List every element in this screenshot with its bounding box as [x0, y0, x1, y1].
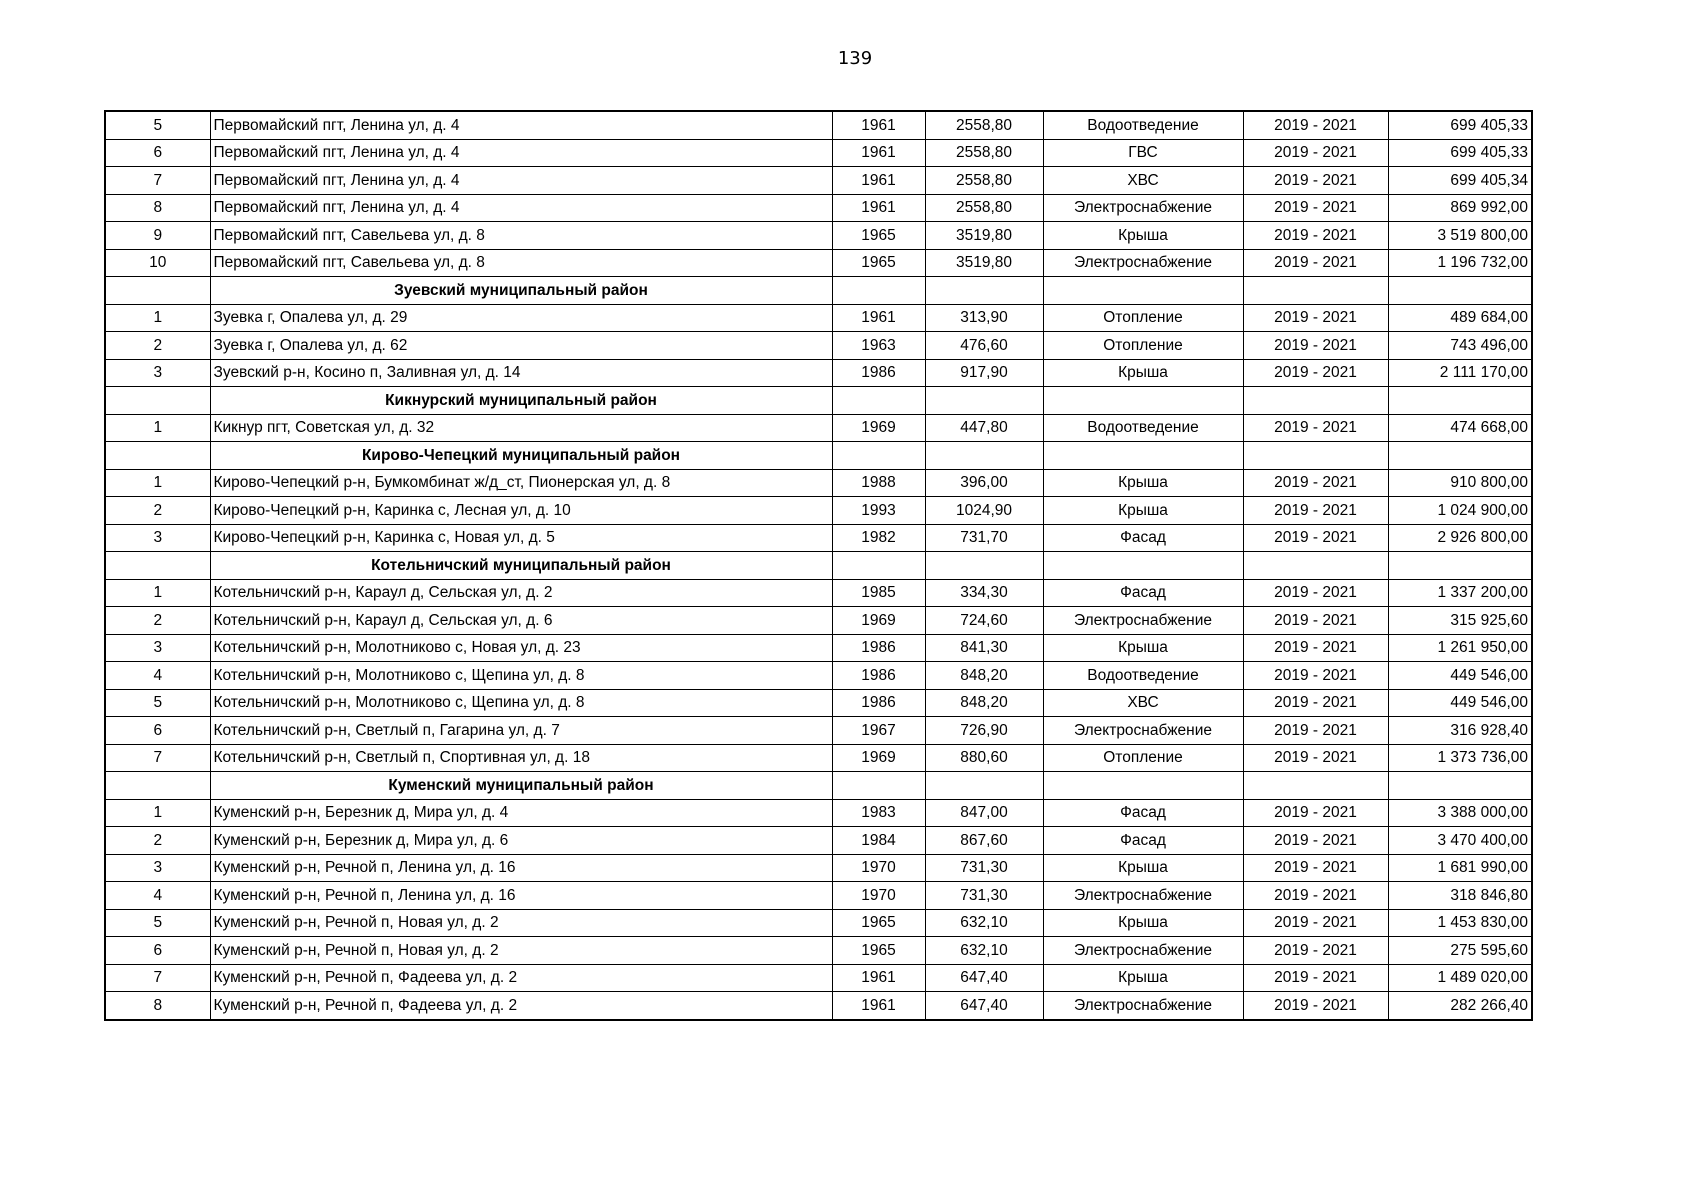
address-cell: Первомайский пгт, Савельева ул, д. 8 [210, 222, 832, 250]
address-cell: Кирово-Чепецкий р-н, Каринка с, Лесная ул, д. 10 [210, 497, 832, 525]
section-title: Зуевский муниципальный район [210, 277, 832, 305]
area-cell: 313,90 [925, 304, 1043, 332]
work-type-cell: ХВС [1043, 167, 1243, 195]
section-empty-cell [832, 772, 925, 800]
section-number-cell [105, 277, 210, 305]
cost-cell: 3 470 400,00 [1388, 827, 1532, 855]
row-number: 3 [105, 359, 210, 387]
address-cell: Котельничский р-н, Молотниково с, Новая ул, д. 23 [210, 634, 832, 662]
table-row [105, 964, 1532, 992]
row-number: 1 [105, 304, 210, 332]
period-cell: 2019 - 2021 [1243, 662, 1388, 690]
area-cell: 632,10 [925, 909, 1043, 937]
period-cell: 2019 - 2021 [1243, 332, 1388, 360]
work-type-cell: Отопление [1043, 744, 1243, 772]
year-built-cell: 1970 [832, 882, 925, 910]
cost-cell: 1 453 830,00 [1388, 909, 1532, 937]
year-built-cell: 1961 [832, 992, 925, 1020]
section-empty-cell [832, 442, 925, 470]
table-row [105, 909, 1532, 937]
section-empty-cell [925, 277, 1043, 305]
address-cell: Первомайский пгт, Ленина ул, д. 4 [210, 194, 832, 222]
section-number-cell [105, 772, 210, 800]
work-type-cell: Крыша [1043, 909, 1243, 937]
area-cell: 880,60 [925, 744, 1043, 772]
period-cell: 2019 - 2021 [1243, 937, 1388, 965]
section-title: Кикнурский муниципальный район [210, 387, 832, 415]
section-header-row [105, 277, 1532, 305]
table-row [105, 359, 1532, 387]
address-cell: Кикнур пгт, Советская ул, д. 32 [210, 414, 832, 442]
cost-cell: 449 546,00 [1388, 662, 1532, 690]
row-number: 8 [105, 992, 210, 1020]
section-empty-cell [1043, 387, 1243, 415]
period-cell: 2019 - 2021 [1243, 964, 1388, 992]
work-type-cell: Фасад [1043, 799, 1243, 827]
section-header-row [105, 552, 1532, 580]
address-cell: Первомайский пгт, Савельева ул, д. 8 [210, 249, 832, 277]
section-empty-cell [1243, 772, 1388, 800]
cost-cell: 1 337 200,00 [1388, 579, 1532, 607]
row-number: 7 [105, 167, 210, 195]
address-cell: Котельничский р-н, Молотниково с, Щепина ул, д. 8 [210, 662, 832, 690]
area-cell: 1024,90 [925, 497, 1043, 525]
period-cell: 2019 - 2021 [1243, 744, 1388, 772]
cost-cell: 699 405,33 [1388, 111, 1532, 139]
work-type-cell: Водоотведение [1043, 111, 1243, 139]
period-cell: 2019 - 2021 [1243, 111, 1388, 139]
cost-cell: 699 405,34 [1388, 167, 1532, 195]
section-empty-cell [1243, 277, 1388, 305]
cost-cell: 474 668,00 [1388, 414, 1532, 442]
work-type-cell: Электроснабжение [1043, 937, 1243, 965]
area-cell: 2558,80 [925, 111, 1043, 139]
section-empty-cell [925, 387, 1043, 415]
row-number: 2 [105, 607, 210, 635]
table-row [105, 882, 1532, 910]
period-cell: 2019 - 2021 [1243, 909, 1388, 937]
section-header-row [105, 387, 1532, 415]
row-number: 6 [105, 717, 210, 745]
section-empty-cell [1043, 552, 1243, 580]
table-row [105, 222, 1532, 250]
period-cell: 2019 - 2021 [1243, 497, 1388, 525]
table-row [105, 304, 1532, 332]
period-cell: 2019 - 2021 [1243, 854, 1388, 882]
work-type-cell: Отопление [1043, 304, 1243, 332]
year-built-cell: 1965 [832, 909, 925, 937]
address-cell: Зуевка г, Опалева ул, д. 29 [210, 304, 832, 332]
period-cell: 2019 - 2021 [1243, 304, 1388, 332]
period-cell: 2019 - 2021 [1243, 524, 1388, 552]
area-cell: 2558,80 [925, 139, 1043, 167]
work-type-cell: Электроснабжение [1043, 249, 1243, 277]
table-row [105, 799, 1532, 827]
year-built-cell: 1961 [832, 194, 925, 222]
table-row [105, 937, 1532, 965]
table-row [105, 194, 1532, 222]
area-cell: 632,10 [925, 937, 1043, 965]
table-row [105, 607, 1532, 635]
table-row [105, 689, 1532, 717]
row-number: 2 [105, 827, 210, 855]
row-number: 6 [105, 937, 210, 965]
cost-cell: 1 196 732,00 [1388, 249, 1532, 277]
year-built-cell: 1961 [832, 304, 925, 332]
row-number: 1 [105, 414, 210, 442]
row-number: 6 [105, 139, 210, 167]
year-built-cell: 1986 [832, 634, 925, 662]
section-header-row [105, 772, 1532, 800]
cost-cell: 489 684,00 [1388, 304, 1532, 332]
area-cell: 726,90 [925, 717, 1043, 745]
area-cell: 848,20 [925, 689, 1043, 717]
work-type-cell: Крыша [1043, 222, 1243, 250]
section-number-cell [105, 442, 210, 470]
area-cell: 476,60 [925, 332, 1043, 360]
year-built-cell: 1982 [832, 524, 925, 552]
row-number: 2 [105, 332, 210, 360]
section-empty-cell [832, 552, 925, 580]
period-cell: 2019 - 2021 [1243, 827, 1388, 855]
section-empty-cell [925, 442, 1043, 470]
year-built-cell: 1961 [832, 167, 925, 195]
address-cell: Куменский р-н, Березник д, Мира ул, д. 4 [210, 799, 832, 827]
work-type-cell: Крыша [1043, 854, 1243, 882]
cost-cell: 1 489 020,00 [1388, 964, 1532, 992]
work-type-cell: Крыша [1043, 964, 1243, 992]
area-cell: 334,30 [925, 579, 1043, 607]
work-type-cell: Электроснабжение [1043, 194, 1243, 222]
address-cell: Куменский р-н, Речной п, Новая ул, д. 2 [210, 937, 832, 965]
year-built-cell: 1985 [832, 579, 925, 607]
period-cell: 2019 - 2021 [1243, 359, 1388, 387]
row-number: 4 [105, 882, 210, 910]
cost-cell: 2 926 800,00 [1388, 524, 1532, 552]
period-cell: 2019 - 2021 [1243, 222, 1388, 250]
address-cell: Куменский р-н, Речной п, Фадеева ул, д. 2 [210, 992, 832, 1020]
cost-cell: 2 111 170,00 [1388, 359, 1532, 387]
work-type-cell: Фасад [1043, 827, 1243, 855]
section-number-cell [105, 387, 210, 415]
work-type-cell: Электроснабжение [1043, 717, 1243, 745]
area-cell: 447,80 [925, 414, 1043, 442]
work-type-cell: Фасад [1043, 579, 1243, 607]
cost-cell: 275 595,60 [1388, 937, 1532, 965]
work-type-cell: Водоотведение [1043, 414, 1243, 442]
period-cell: 2019 - 2021 [1243, 414, 1388, 442]
row-number: 5 [105, 111, 210, 139]
work-type-cell: Электроснабжение [1043, 607, 1243, 635]
address-cell: Куменский р-н, Речной п, Ленина ул, д. 16 [210, 882, 832, 910]
address-cell: Куменский р-н, Речной п, Ленина ул, д. 16 [210, 854, 832, 882]
year-built-cell: 1965 [832, 222, 925, 250]
section-empty-cell [1043, 277, 1243, 305]
year-built-cell: 1961 [832, 111, 925, 139]
address-cell: Котельничский р-н, Светлый п, Гагарина ул, д. 7 [210, 717, 832, 745]
section-empty-cell [1388, 387, 1532, 415]
cost-cell: 743 496,00 [1388, 332, 1532, 360]
table-row [105, 414, 1532, 442]
work-type-cell: Фасад [1043, 524, 1243, 552]
row-number: 5 [105, 689, 210, 717]
work-type-cell: Крыша [1043, 469, 1243, 497]
cost-cell: 1 024 900,00 [1388, 497, 1532, 525]
year-built-cell: 1984 [832, 827, 925, 855]
area-cell: 841,30 [925, 634, 1043, 662]
work-type-cell: Крыша [1043, 497, 1243, 525]
section-empty-cell [1243, 552, 1388, 580]
table-row [105, 992, 1532, 1020]
year-built-cell: 1986 [832, 662, 925, 690]
cost-cell: 315 925,60 [1388, 607, 1532, 635]
address-cell: Первомайский пгт, Ленина ул, д. 4 [210, 139, 832, 167]
table-row [105, 524, 1532, 552]
cost-cell: 316 928,40 [1388, 717, 1532, 745]
area-cell: 396,00 [925, 469, 1043, 497]
section-empty-cell [1388, 442, 1532, 470]
address-cell: Куменский р-н, Березник д, Мира ул, д. 6 [210, 827, 832, 855]
work-type-cell: Электроснабжение [1043, 882, 1243, 910]
area-cell: 731,30 [925, 854, 1043, 882]
period-cell: 2019 - 2021 [1243, 139, 1388, 167]
year-built-cell: 1969 [832, 607, 925, 635]
address-cell: Котельничский р-н, Молотниково с, Щепина ул, д. 8 [210, 689, 832, 717]
section-empty-cell [1388, 277, 1532, 305]
cost-cell: 910 800,00 [1388, 469, 1532, 497]
row-number: 8 [105, 194, 210, 222]
period-cell: 2019 - 2021 [1243, 579, 1388, 607]
year-built-cell: 1988 [832, 469, 925, 497]
period-cell: 2019 - 2021 [1243, 689, 1388, 717]
cost-cell: 869 992,00 [1388, 194, 1532, 222]
year-built-cell: 1970 [832, 854, 925, 882]
table-row [105, 717, 1532, 745]
table-row [105, 634, 1532, 662]
section-empty-cell [1388, 552, 1532, 580]
work-type-cell: ХВС [1043, 689, 1243, 717]
table-row [105, 469, 1532, 497]
work-type-cell: Крыша [1043, 634, 1243, 662]
year-built-cell: 1961 [832, 964, 925, 992]
table-row [105, 111, 1532, 139]
year-built-cell: 1965 [832, 249, 925, 277]
table-row [105, 497, 1532, 525]
period-cell: 2019 - 2021 [1243, 634, 1388, 662]
section-title: Кирово-Чепецкий муниципальный район [210, 442, 832, 470]
table-row [105, 662, 1532, 690]
area-cell: 867,60 [925, 827, 1043, 855]
period-cell: 2019 - 2021 [1243, 607, 1388, 635]
section-empty-cell [925, 772, 1043, 800]
year-built-cell: 1986 [832, 689, 925, 717]
cost-cell: 282 266,40 [1388, 992, 1532, 1020]
area-cell: 647,40 [925, 964, 1043, 992]
address-cell: Зуевка г, Опалева ул, д. 62 [210, 332, 832, 360]
year-built-cell: 1983 [832, 799, 925, 827]
section-title: Куменский муниципальный район [210, 772, 832, 800]
address-cell: Зуевский р-н, Косино п, Заливная ул, д. 14 [210, 359, 832, 387]
area-cell: 917,90 [925, 359, 1043, 387]
register-body [105, 111, 1532, 1020]
row-number: 5 [105, 909, 210, 937]
repair-register-table [104, 110, 1533, 1021]
row-number: 7 [105, 744, 210, 772]
period-cell: 2019 - 2021 [1243, 882, 1388, 910]
year-built-cell: 1993 [832, 497, 925, 525]
section-empty-cell [1043, 442, 1243, 470]
period-cell: 2019 - 2021 [1243, 717, 1388, 745]
year-built-cell: 1963 [832, 332, 925, 360]
address-cell: Котельничский р-н, Светлый п, Спортивная ул, д. 18 [210, 744, 832, 772]
row-number: 1 [105, 469, 210, 497]
work-type-cell: Крыша [1043, 359, 1243, 387]
area-cell: 724,60 [925, 607, 1043, 635]
row-number: 3 [105, 524, 210, 552]
table-row [105, 167, 1532, 195]
section-empty-cell [925, 552, 1043, 580]
address-cell: Котельничский р-н, Караул д, Сельская ул, д. 2 [210, 579, 832, 607]
area-cell: 2558,80 [925, 194, 1043, 222]
area-cell: 2558,80 [925, 167, 1043, 195]
table-row [105, 854, 1532, 882]
cost-cell: 3 519 800,00 [1388, 222, 1532, 250]
cost-cell: 1 681 990,00 [1388, 854, 1532, 882]
cost-cell: 1 261 950,00 [1388, 634, 1532, 662]
year-built-cell: 1969 [832, 414, 925, 442]
cost-cell: 318 846,80 [1388, 882, 1532, 910]
row-number: 3 [105, 854, 210, 882]
work-type-cell: ГВС [1043, 139, 1243, 167]
row-number: 2 [105, 497, 210, 525]
table-row [105, 827, 1532, 855]
work-type-cell: Электроснабжение [1043, 992, 1243, 1020]
section-empty-cell [832, 277, 925, 305]
section-empty-cell [1043, 772, 1243, 800]
year-built-cell: 1967 [832, 717, 925, 745]
work-type-cell: Отопление [1043, 332, 1243, 360]
address-cell: Первомайский пгт, Ленина ул, д. 4 [210, 167, 832, 195]
section-empty-cell [1243, 442, 1388, 470]
year-built-cell: 1969 [832, 744, 925, 772]
work-type-cell: Водоотведение [1043, 662, 1243, 690]
section-empty-cell [832, 387, 925, 415]
period-cell: 2019 - 2021 [1243, 249, 1388, 277]
area-cell: 731,70 [925, 524, 1043, 552]
table-row [105, 332, 1532, 360]
area-cell: 731,30 [925, 882, 1043, 910]
row-number: 10 [105, 249, 210, 277]
period-cell: 2019 - 2021 [1243, 799, 1388, 827]
address-cell: Куменский р-н, Речной п, Фадеева ул, д. 2 [210, 964, 832, 992]
period-cell: 2019 - 2021 [1243, 992, 1388, 1020]
row-number: 7 [105, 964, 210, 992]
section-empty-cell [1243, 387, 1388, 415]
row-number: 9 [105, 222, 210, 250]
row-number: 1 [105, 799, 210, 827]
row-number: 3 [105, 634, 210, 662]
address-cell: Кирово-Чепецкий р-н, Бумкомбинат ж/д_ст, Пионерская ул, д. 8 [210, 469, 832, 497]
year-built-cell: 1965 [832, 937, 925, 965]
table-row [105, 249, 1532, 277]
table-row [105, 744, 1532, 772]
period-cell: 2019 - 2021 [1243, 194, 1388, 222]
period-cell: 2019 - 2021 [1243, 469, 1388, 497]
area-cell: 847,00 [925, 799, 1043, 827]
period-cell: 2019 - 2021 [1243, 167, 1388, 195]
cost-cell: 3 388 000,00 [1388, 799, 1532, 827]
section-number-cell [105, 552, 210, 580]
year-built-cell: 1986 [832, 359, 925, 387]
page-number: 139 [837, 48, 873, 69]
address-cell: Первомайский пгт, Ленина ул, д. 4 [210, 111, 832, 139]
address-cell: Куменский р-н, Речной п, Новая ул, д. 2 [210, 909, 832, 937]
section-header-row [105, 442, 1532, 470]
cost-cell: 1 373 736,00 [1388, 744, 1532, 772]
area-cell: 3519,80 [925, 222, 1043, 250]
section-empty-cell [1388, 772, 1532, 800]
area-cell: 848,20 [925, 662, 1043, 690]
row-number: 4 [105, 662, 210, 690]
year-built-cell: 1961 [832, 139, 925, 167]
area-cell: 3519,80 [925, 249, 1043, 277]
row-number: 1 [105, 579, 210, 607]
section-title: Котельничский муниципальный район [210, 552, 832, 580]
address-cell: Котельничский р-н, Караул д, Сельская ул, д. 6 [210, 607, 832, 635]
cost-cell: 699 405,33 [1388, 139, 1532, 167]
area-cell: 647,40 [925, 992, 1043, 1020]
cost-cell: 449 546,00 [1388, 689, 1532, 717]
address-cell: Кирово-Чепецкий р-н, Каринка с, Новая ул, д. 5 [210, 524, 832, 552]
table-row [105, 139, 1532, 167]
table-row [105, 579, 1532, 607]
